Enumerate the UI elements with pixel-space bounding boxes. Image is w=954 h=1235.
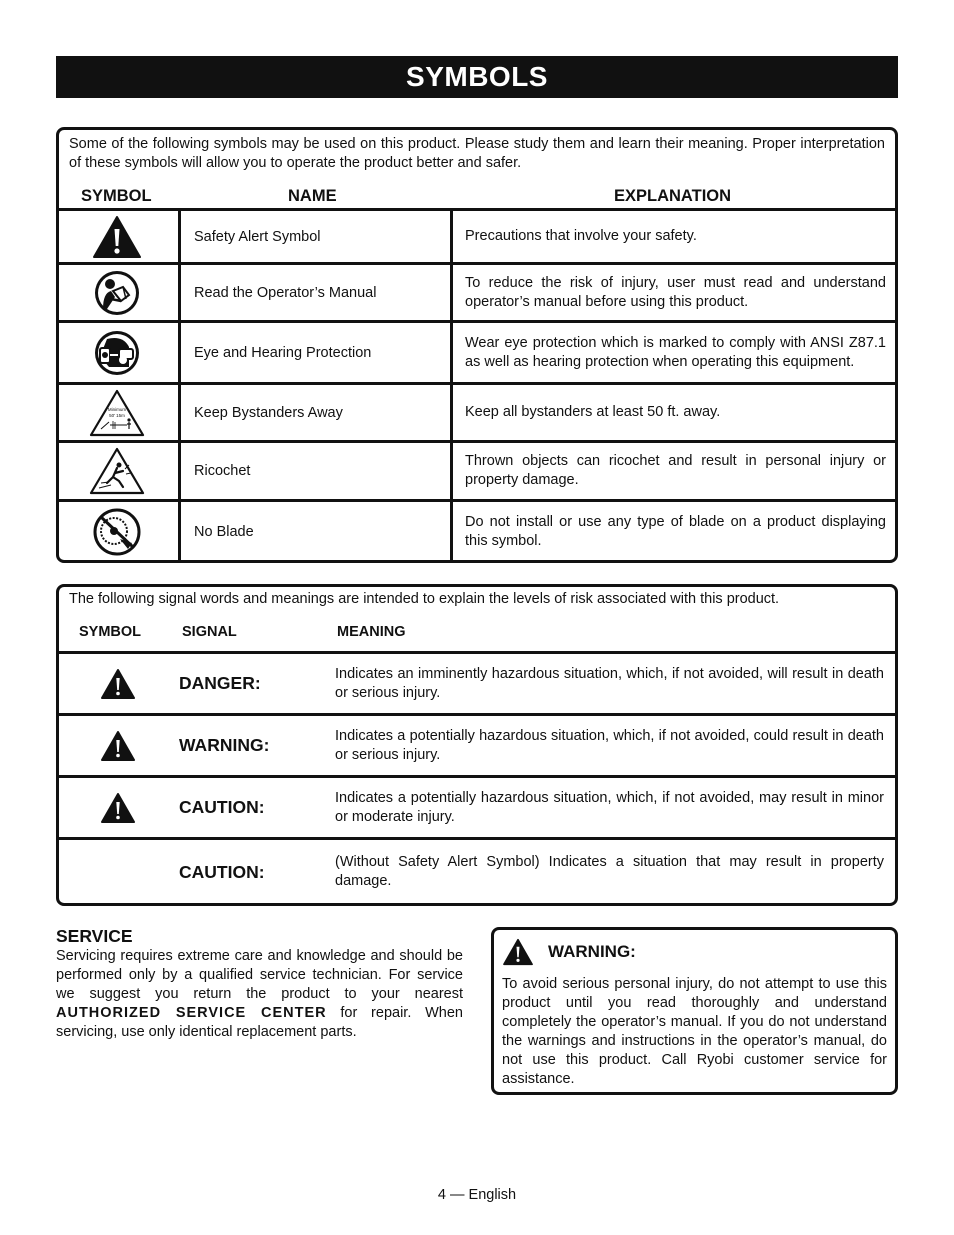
ricochet-icon — [89, 447, 145, 495]
service-text: Servicing requires extreme care and knowledge and should be performed only by a qualified service technician. For service we suggest you return the product to your nearest — [56, 948, 463, 1002]
symbol-cell — [56, 323, 181, 382]
symbol-cell — [56, 385, 181, 440]
signal-header: SIGNAL — [182, 624, 237, 640]
safety-alert-icon — [92, 215, 142, 259]
signal-intro: The following signal words and meanings are intended to explain the levels of risk associated with this product. — [69, 591, 780, 607]
signal-symbol-cell — [56, 792, 179, 824]
symbol-explanation: To reduce the risk of injury, user must read and understand operator’s manual before using this product. — [465, 274, 886, 310]
meaning-header: MEANING — [337, 624, 406, 640]
page-title: SYMBOLS — [56, 56, 898, 98]
warning-box — [491, 927, 898, 1095]
safety-alert-icon — [100, 668, 136, 700]
service-body — [56, 947, 463, 1042]
safety-alert-icon — [100, 792, 136, 824]
signal-words-box — [56, 584, 898, 906]
symbol-explanation: Wear eye protection which is marked to comply with ANSI Z87.1 as well as hearing protection when operating this equipment. — [465, 334, 886, 370]
symbol-name: No Blade — [181, 502, 453, 561]
symbol-name: Safety Alert Symbol — [181, 211, 453, 262]
symbol-cell — [56, 502, 181, 561]
symbol-name: Ricochet — [181, 443, 453, 499]
eye-hearing-protection-icon — [93, 329, 141, 377]
signal-meaning: Indicates an imminently hazardous situation, which, if not avoided, will result in death or serious injury. — [335, 665, 884, 701]
symbol-name: Keep Bystanders Away — [181, 385, 453, 440]
explanation-column-header: EXPLANATION — [614, 187, 732, 205]
symbol-name: Eye and Hearing Protection — [181, 323, 453, 382]
safety-alert-icon — [100, 730, 136, 762]
symbols-table — [56, 208, 898, 561]
table-row — [56, 265, 898, 323]
table-row — [56, 716, 898, 778]
keep-bystanders-away-icon — [89, 389, 145, 437]
service-title: SERVICE — [56, 926, 133, 946]
symbols-box — [56, 127, 898, 563]
signal-symbol-cell — [56, 668, 179, 700]
service-text-end: for repair. When servicing, use only identical replacement parts. — [56, 1005, 463, 1040]
svg-text:Minimum: Minimum — [107, 406, 127, 412]
warning-header — [502, 938, 636, 966]
symbol-name: Read the Operator’s Manual — [181, 265, 453, 320]
table-row — [56, 654, 898, 716]
symbol-cell — [56, 211, 181, 262]
read-manual-icon — [93, 269, 141, 317]
warning-title: WARNING: — [548, 942, 636, 961]
signal-word: CAUTION: — [179, 861, 265, 882]
table-row — [56, 385, 898, 443]
signal-word: DANGER: — [179, 673, 261, 693]
safety-alert-icon — [502, 938, 534, 966]
symbol-explanation: Thrown objects can ricochet and result in personal injury or property damage. — [465, 453, 886, 488]
signal-table — [56, 651, 898, 904]
signal-symbol-cell — [56, 730, 179, 762]
table-row — [56, 211, 898, 265]
table-row — [56, 323, 898, 385]
symbol-explanation: Do not install or use any type of blade on a product displaying this symbol. — [465, 513, 886, 549]
signal-symbol-header: SYMBOL — [79, 624, 142, 640]
symbol-column-header: SYMBOL — [81, 187, 152, 205]
no-blade-icon — [92, 507, 142, 557]
warning-body: To avoid serious personal injury, do not attempt to use this product until you read thoroughly and understand completely the operator’s manual. If you do not understand the warnings and instructions in the operator’s manual, do not use this product. Call Ryobi customer service for assistance. — [502, 976, 887, 1087]
name-column-header: NAME — [288, 187, 337, 205]
table-row — [56, 443, 898, 502]
page-footer: 4 — English — [437, 1187, 517, 1203]
svg-text:50' 15m: 50' 15m — [109, 412, 125, 418]
symbol-cell — [56, 265, 181, 320]
signal-meaning: Indicates a potentially hazardous situation, which, if not avoided, could result in death or serious injury. — [335, 727, 884, 763]
symbols-intro: Some of the following symbols may be used on this product. Please study them and learn their meaning. Proper interpretation of these symbols will allow you to operate the product better and safer. — [69, 136, 885, 171]
signal-meaning: Indicates a potentially hazardous situation, which, if not avoided, may result in minor or moderate injury. — [335, 789, 884, 825]
signal-word: CAUTION: — [179, 797, 265, 817]
table-row — [56, 502, 898, 561]
symbol-explanation: Precautions that involve your safety. — [465, 228, 697, 244]
symbol-cell — [56, 443, 181, 499]
service-center-text: AUTHORIZED SERVICE CENTER — [56, 1005, 327, 1021]
signal-meaning: (Without Safety Alert Symbol) Indicates a situation that may result in property damage. — [335, 854, 884, 889]
signal-word: WARNING: — [179, 735, 270, 755]
table-row — [56, 840, 898, 904]
table-row — [56, 778, 898, 840]
symbol-explanation: Keep all bystanders at least 50 ft. away. — [465, 404, 721, 420]
